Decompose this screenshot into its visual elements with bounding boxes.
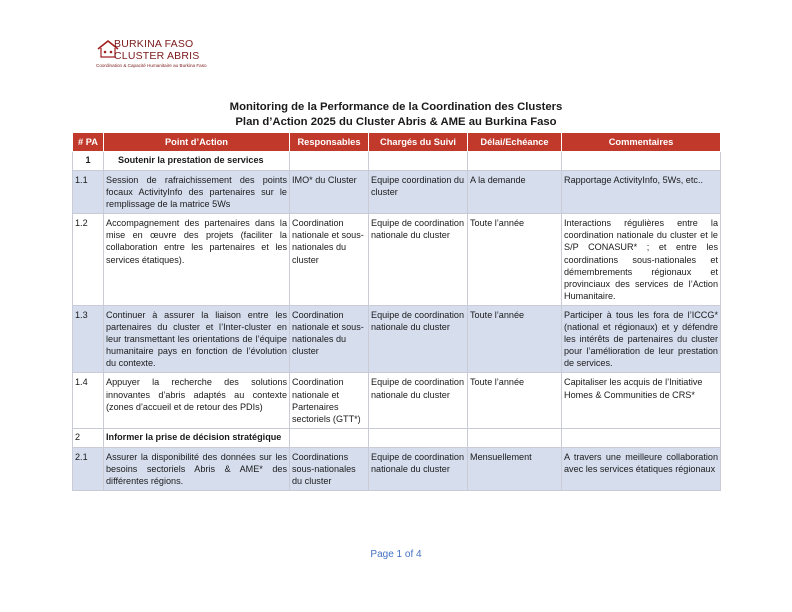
cell-delai <box>468 428 562 447</box>
header-commentaires: Commentaires <box>562 133 721 152</box>
cell-comment: Capitaliser les acquis de l’Initiative Homes & Communities de CRS* <box>562 373 721 428</box>
cell-comment <box>562 428 721 447</box>
cell-action: Assurer la disponibilité des données sur les besoins sectoriels Abris & AME* des différentes régions. <box>104 447 290 490</box>
cell-comment: A travers une meilleure collaboration avec les services étatiques régionaux <box>562 447 721 490</box>
document-title: Monitoring de la Performance de la Coordination des Clusters <box>229 101 563 113</box>
cell-num: 1.1 <box>73 171 104 214</box>
table-header-row <box>73 133 721 152</box>
cell-num: 1.2 <box>73 214 104 306</box>
cell-resp: Coordination nationale et Partenaires sectoriels (GTT*) <box>290 373 369 428</box>
header-num: # PA <box>73 133 104 152</box>
cell-resp <box>290 428 369 447</box>
cell-action: Informer la prise de décision stratégique <box>104 428 290 447</box>
cell-delai: Toute l’année <box>468 305 562 372</box>
cell-comment: Participer à tous les fora de l’ICCG* (national et régionaux) et y défendre les intérêts de partenaires du cluster pour l’amélioration de leur prestation de services. <box>562 305 721 372</box>
page-number: Page 1 of 4 <box>370 549 422 560</box>
cell-delai: A la demande <box>468 171 562 214</box>
cell-suivi <box>369 428 468 447</box>
cell-delai: Toute l’année <box>468 214 562 306</box>
cell-resp <box>290 152 369 171</box>
cell-num: 2 <box>73 428 104 447</box>
cell-delai: Toute l’année <box>468 373 562 428</box>
cell-suivi <box>369 152 468 171</box>
document-subtitle: Plan d’Action 2025 du Cluster Abris & AME au Burkina Faso <box>235 116 557 128</box>
cell-suivi: Equipe coordination du cluster <box>369 171 468 214</box>
cell-action: Soutenir la prestation de services <box>104 152 290 171</box>
header-responsables: Responsables <box>290 133 369 152</box>
cell-action: Continuer à assurer la liaison entre les partenaires du cluster et l’Inter-cluster en leur transmettant les orientations de l’équipe humanitaire pays en fonction de l’évolution du contexte. <box>104 305 290 372</box>
cell-num: 2.1 <box>73 447 104 490</box>
cell-num: 1 <box>73 152 104 171</box>
cell-resp: IMO* du Cluster <box>290 171 369 214</box>
cell-action: Accompagnement des partenaires dans la mise en œuvre des projets (faciliter la collaboration entre les partenaires et les services étatiques). <box>104 214 290 306</box>
cluster-logo <box>96 38 246 72</box>
cell-num: 1.4 <box>73 373 104 428</box>
table-row <box>73 214 721 306</box>
cell-resp: Coordination nationale et sous-nationales du cluster <box>290 214 369 306</box>
cell-comment <box>562 152 721 171</box>
cell-resp: Coordinations sous-nationales du cluster <box>290 447 369 490</box>
logo-tagline: Coordination & Capacité Humanitaire au Burkina Faso <box>96 63 207 68</box>
cell-suivi: Equipe de coordination nationale du cluster <box>369 447 468 490</box>
cell-num: 1.3 <box>73 305 104 372</box>
cell-action: Appuyer la recherche des solutions innovantes d’abris adaptés au contexte (zones d’accueil et de retour des PDIs) <box>104 373 290 428</box>
cell-suivi: Equipe de coordination nationale du cluster <box>369 305 468 372</box>
cell-resp: Coordination nationale et sous-nationales du cluster <box>290 305 369 372</box>
logo-line-1: BURKINA FASO <box>114 38 194 50</box>
table-row <box>73 305 721 372</box>
table-row <box>73 447 721 490</box>
table-row <box>73 171 721 214</box>
cell-suivi: Equipe de coordination nationale du cluster <box>369 214 468 306</box>
header-action: Point d’Action <box>104 133 290 152</box>
action-plan-table <box>72 132 721 491</box>
header-suivi: Chargés du Suivi <box>369 133 468 152</box>
logo-line-2: CLUSTER ABRIS <box>114 50 200 62</box>
cell-delai <box>468 152 562 171</box>
cell-comment: Interactions régulières entre la coordination nationale du cluster et le S/P CONASUR* ; et entre les coordinations sous-nationales et démembrements régionaux et provinciaux des services de l’Action Humanitaire. <box>562 214 721 306</box>
cell-delai: Mensuellement <box>468 447 562 490</box>
cell-comment: Rapportage ActivityInfo, 5Ws, etc.. <box>562 171 721 214</box>
header-delai: Délai/Echéance <box>468 133 562 152</box>
cell-suivi: Equipe de coordination nationale du cluster <box>369 373 468 428</box>
table-row <box>73 373 721 428</box>
section-row <box>73 428 721 447</box>
cell-action: Session de rafraichissement des points focaux ActivityInfo des partenaires sur le remplissage de la matrice 5Ws <box>104 171 290 214</box>
section-row <box>73 152 721 171</box>
